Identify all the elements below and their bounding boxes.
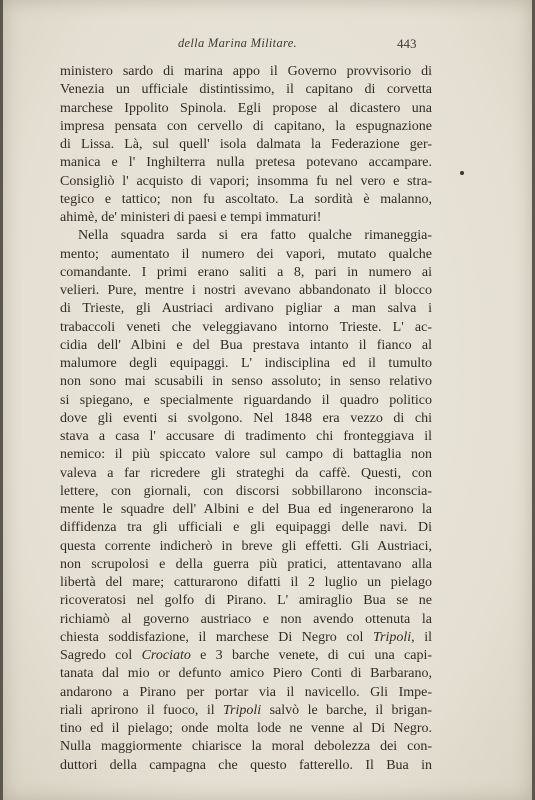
text-line: dove gli eventi si svolgono. Nel 1848 era vezzo di chi <box>60 410 432 426</box>
text-line: manica e l' Inghilterra nulla pretesa potevano accampare. <box>60 155 432 171</box>
text-line: libertà del mare; catturarono difatti il 2 luglio un pielago <box>60 575 432 590</box>
text-line: si spiegano, e specialmente riguardando il quadro politico <box>60 392 432 408</box>
text-line: di Trieste, gli Austriaci ardivano pigliar a man salva i <box>60 301 432 317</box>
text-line: riali aprirono il fuoco, il Tripoli salvò le barche, il brigan- <box>60 702 432 718</box>
text-line: Sagredo col Crociato e 3 barche venete, di cui una capi- <box>60 648 432 663</box>
text-line: trabaccoli veneti che veleggiavano intorno Trieste. L' ac- <box>60 319 432 335</box>
text-line: ricoveratosi nel golfo di Pirano. L' amiraglio Bua se ne <box>60 593 432 609</box>
text-line: chiesta soddisfazione, il marchese Di Negro col Tripoli, il <box>60 629 432 645</box>
page-number: 443 <box>397 36 417 51</box>
text-line: tanata dal mio or defunto amico Piero Conti di Barbarano, <box>60 666 432 682</box>
text-line: stava a casa l' accusare di tradimento chi fronteggiava il <box>60 429 432 444</box>
text-line: velieri. Pure, mentre i nostri avevano abbandonato il blocco <box>60 283 432 298</box>
running-head: della Marina Militare. <box>178 36 297 50</box>
text-line: non sono mai scusabili in senso assoluto; in senso relativo <box>60 374 432 390</box>
text-line: nemico: il più spiccato valore sul campo di battaglia non <box>60 447 432 463</box>
text-line: ministero sardo di marina appo il Governo provvisorio di <box>60 64 432 79</box>
text-line: di Lissa. Là, sul quell' isola dalmata la Federazione ger- <box>60 137 432 152</box>
text-line: Consigliò l' acquisto di vapori; insomma fu nel vero e stra- <box>60 173 432 189</box>
text-line: Nella squadra sarda si era fatto qualche rimaneggia- <box>78 228 432 244</box>
text-line: valeva a far ricredere gli strateghi da caffè. Questi, con <box>60 465 432 481</box>
ink-speck <box>460 171 464 175</box>
text-line: tino ed il pielago; onde molta lode ne venne al Di Negro. <box>60 721 432 736</box>
body-text <box>60 63 432 775</box>
page-header <box>3 36 532 54</box>
book-page <box>3 0 532 800</box>
text-line: impresa pensata con cervello di capitano, la espugnazione <box>60 118 432 134</box>
text-line: comandante. I primi erano saliti a 8, pari in numero ai <box>60 264 432 280</box>
text-line: mente le squadre dell' Albini e del Bua ed ingenerarono la <box>60 502 432 517</box>
text-line: Venezia un ufficiale distintissimo, il capitano di corvetta <box>60 82 432 98</box>
text-line: marchese Ippolito Spinola. Egli propose al dicastero una <box>60 100 432 116</box>
text-line: richiamò al governo austriaco e non avendo ottenuta la <box>60 611 432 627</box>
text-line: tegico e tattico; non fu ascoltato. La sordità è malanno, <box>60 191 432 207</box>
text-line: ahimè, de' ministeri di paesi e tempi immaturi! <box>60 210 322 225</box>
text-line: cidia dell' Albini e del Bua prestava intanto il fianco al <box>60 337 432 353</box>
text-line: duttori della campagna che questo fatterello. Il Bua in <box>60 757 432 773</box>
text-line: malumore degli equipaggi. L' indisciplina ed il tumulto <box>60 356 432 371</box>
text-line: non scrupolosi e della guerra più pratici, attentavano alla <box>60 556 432 572</box>
text-line: andarono a Pirano per portar via il navicello. Gli Impe- <box>60 684 432 700</box>
text-line: Nulla maggiormente chiarisce la moral debolezza dei con- <box>60 739 432 755</box>
text-line: mento; aumentato il numero dei vapori, mutato qualche <box>60 246 432 262</box>
text-line: questa corrente indicherò in breve gli effetti. Gli Austriaci, <box>60 538 432 554</box>
text-line: lettere, con giornali, con discorsi sobbillarono inconscia- <box>60 483 432 499</box>
text-line: diffidenza tra gli ufficiali e gli equipaggi delle navi. Di <box>60 520 432 536</box>
